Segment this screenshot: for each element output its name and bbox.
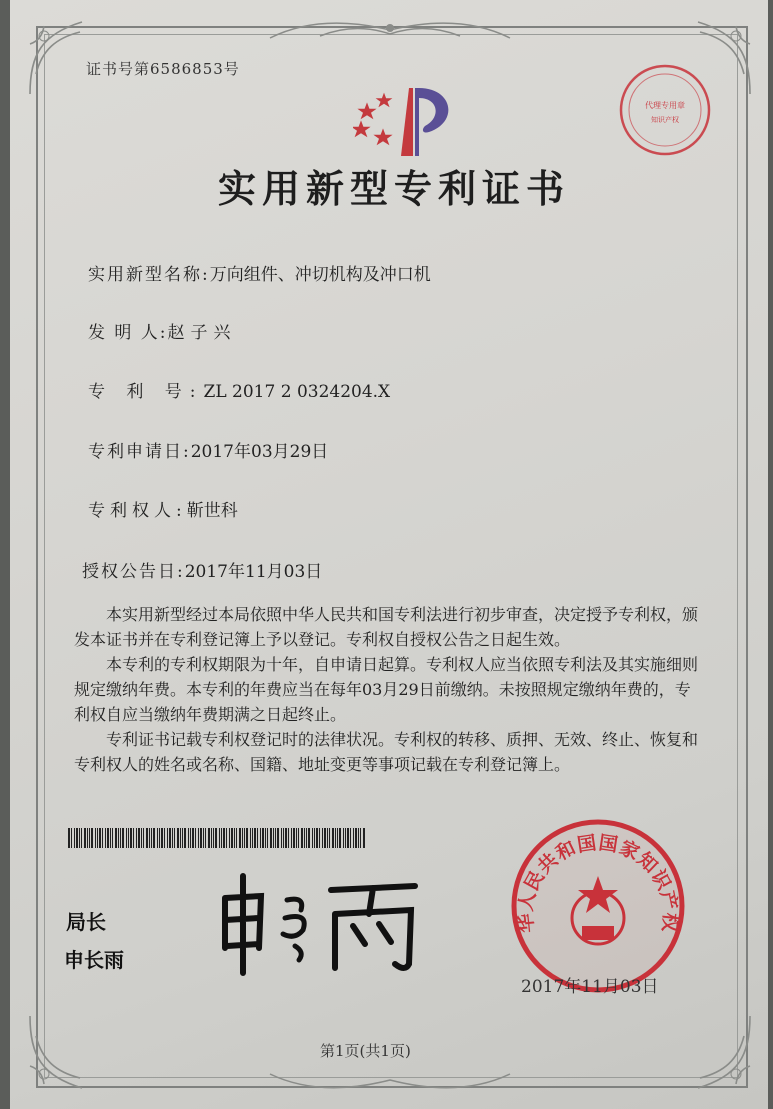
field-value: 2017年11月03日 — [184, 562, 323, 582]
director-signature — [205, 868, 435, 978]
svg-text:知识产权: 知识产权 — [651, 116, 679, 124]
cnipa-logo-icon — [353, 80, 473, 160]
field-label: 专利申请日: — [88, 442, 191, 462]
page-number: 第1页(共1页) — [320, 1042, 411, 1060]
svg-text:中华人民共和国国家知识产权局: 华人民共和国国家知识产权 — [514, 831, 682, 934]
field-grant-date — [82, 557, 322, 582]
body-line: 规定缴纳年费。本专利的年费应当在每年03月29日前缴纳。未按照规定缴纳年费的，专 — [74, 680, 691, 699]
field-filing-date — [88, 437, 328, 462]
body-line: 发本证书并在专利登记簿上予以登记。专利权自授权公告之日起生效。 — [74, 630, 571, 649]
field-label: 实用新型名称: — [88, 265, 210, 285]
body-paragraph-2 — [74, 652, 724, 727]
body-line: 本专利的专利权期限为十年，自申请日起算。专利权人应当依照专利法及其实施细则 — [74, 655, 699, 674]
field-label: 专利权人: — [88, 501, 187, 521]
field-label: 授权公告日: — [82, 562, 185, 582]
field-patent-number — [88, 377, 390, 402]
corner-ornament-bottom-left — [22, 1006, 112, 1096]
body-paragraph-3 — [74, 727, 724, 777]
field-value: 靳世科 — [186, 501, 238, 521]
state-ip-office-seal — [510, 818, 686, 994]
field-utility-model-name — [88, 260, 431, 285]
body-line: 本实用新型经过本局依照中华人民共和国专利法进行初步审查，决定授予专利权，颁 — [74, 605, 699, 624]
top-flourish-ornament — [260, 8, 520, 48]
director-title: 局长 — [66, 910, 106, 934]
field-value: 万向组件、冲切机构及冲口机 — [209, 265, 431, 285]
seal-date: 2017年11月03日 — [521, 977, 659, 997]
field-label: 发 明 人: — [88, 323, 168, 343]
certificate-title: 实用新型专利证书 — [218, 167, 571, 211]
body-paragraph-1 — [74, 602, 724, 652]
director-name: 申长雨 — [64, 948, 124, 972]
field-inventor — [88, 318, 237, 343]
field-value: 2017年03月29日 — [190, 442, 329, 462]
certificate-number: 证书号第6586853号 — [86, 60, 240, 78]
agency-seal — [615, 60, 715, 160]
svg-text:代理专用章: 代理专用章 — [645, 101, 685, 110]
field-patentee — [88, 496, 238, 521]
corner-ornament-bottom-right — [668, 1006, 758, 1096]
field-value: ZL 2017 2 0324204.X — [203, 382, 391, 402]
barcode — [68, 828, 368, 848]
body-line: 利权自应当缴纳年费期满之日起终止。 — [74, 705, 347, 724]
bottom-flourish-ornament — [260, 1066, 520, 1102]
body-line: 专利权人的姓名或名称、国籍、地址变更等事项记载在专利登记簿上。 — [74, 755, 571, 774]
body-line: 专利证书记载专利权登记时的法律状况。专利权的转移、质押、无效、终止、恢复和 — [74, 730, 699, 749]
field-value: 赵子兴 — [167, 323, 237, 343]
field-label: 专 利 号: — [88, 382, 204, 402]
